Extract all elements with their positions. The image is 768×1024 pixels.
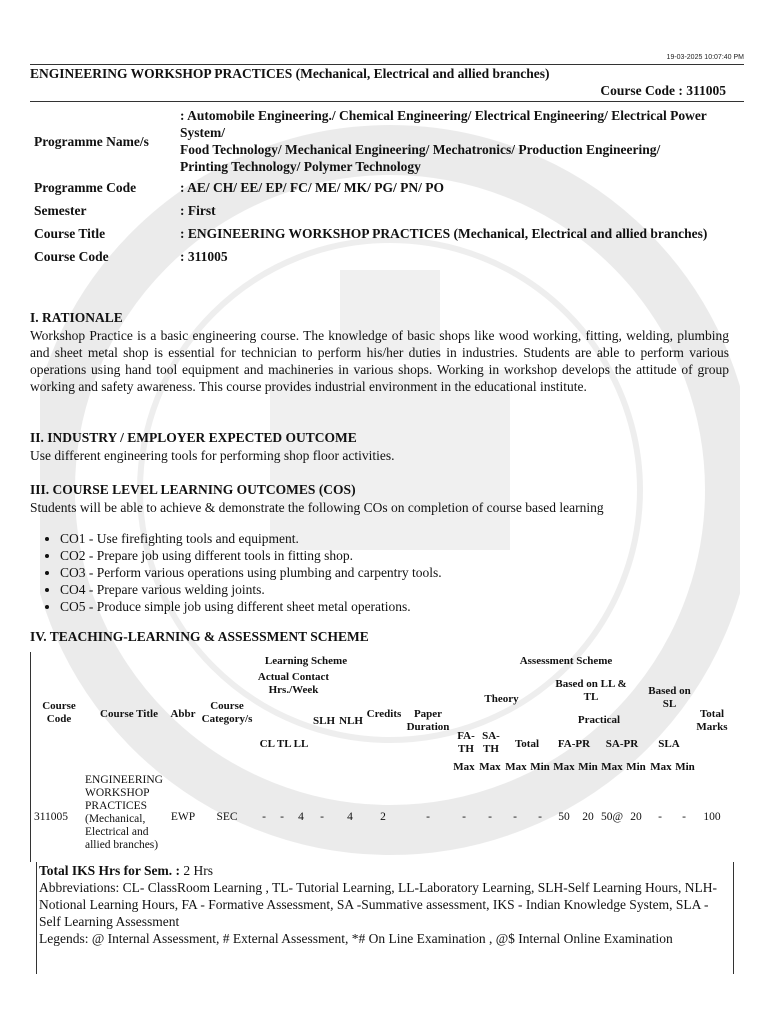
- header-category: Course Category/s: [201, 700, 253, 725]
- header-course-title: Course Title: [100, 708, 158, 720]
- cell-slh: -: [320, 811, 324, 823]
- print-timestamp: 19-03-2025 10:07:40 PM: [666, 54, 744, 61]
- max-min-label: Max: [601, 761, 623, 773]
- header-sla: SLA: [658, 738, 680, 750]
- info-row-semester: [30, 199, 744, 222]
- header-nlh: NLH: [339, 715, 363, 727]
- info-key: Programme Name/s: [34, 133, 149, 149]
- header-fa-pr: FA-PR: [557, 738, 591, 750]
- info-row-programme-code: [30, 176, 744, 199]
- header-sa-pr: SA-PR: [605, 738, 639, 750]
- industry-text: Use different engineering tools for performing shop floor activities.: [30, 448, 395, 463]
- header-cl-tl-ll: CL TL LL: [259, 738, 309, 750]
- info-row-programme-name: [30, 106, 744, 176]
- header-sa-th: SA-TH: [482, 730, 500, 755]
- info-row-course-title: [30, 222, 744, 245]
- header-credits: Credits: [366, 708, 402, 720]
- list-item: • CO4 - Prepare various welding joints.: [60, 581, 442, 598]
- list-item: • CO1 - Use firefighting tools and equipment.: [60, 530, 442, 547]
- cos-list: [30, 530, 442, 615]
- header-theory: Theory: [484, 693, 519, 705]
- max-min-label: Max: [453, 761, 475, 773]
- iks-value: 2 Hrs: [180, 863, 214, 878]
- max-min-label: Min: [626, 761, 646, 773]
- page-title: ENGINEERING WORKSHOP PRACTICES (Mechanical, Electrical and allied branches): [30, 66, 550, 81]
- max-min-label: Min: [675, 761, 695, 773]
- cell-sla-max: -: [658, 811, 662, 823]
- header-total-marks: Total Marks: [696, 708, 728, 733]
- course-info-table: [30, 106, 744, 268]
- header-course-code: Course Code : 311005: [600, 83, 726, 98]
- cos-heading: III. COURSE LEVEL LEARNING OUTCOMES (COS): [30, 482, 356, 497]
- iks-label: Total IKS Hrs for Sem. :: [39, 863, 181, 878]
- cell-total-min: -: [538, 811, 542, 823]
- max-min-label: Max: [553, 761, 575, 773]
- info-value: : AE/ CH/ EE/ EP/ FC/ ME/ MK/ PG/ PN/ PO: [180, 180, 444, 195]
- max-min-label: Max: [505, 761, 527, 773]
- header-slh: SLH: [312, 715, 335, 727]
- cell-course-code: 311005: [33, 811, 69, 823]
- info-value: : First: [180, 203, 216, 218]
- header-fa-th: FA-TH: [457, 730, 475, 755]
- list-item: • CO5 - Produce simple job using different sheet metal operations.: [60, 598, 442, 615]
- cell-paper-duration: -: [426, 811, 430, 823]
- rationale-heading: I. RATIONALE: [30, 310, 123, 325]
- abbreviations-text: Abbreviations: CL- ClassRoom Learning , TL- Tutorial Learning, LL-Laboratory Learning, SLH-Self Learning Hours, NLH-Notional Learning Hours, FA - Formative Assessment, SA -Summative assessment, IKS - Indian Knowledge System, SLA - Self Learning Assessment: [39, 880, 717, 929]
- max-min-label: Min: [578, 761, 598, 773]
- cell-total-marks: 100: [703, 811, 721, 823]
- cell-total-max: -: [513, 811, 517, 823]
- cell-cl: -: [262, 811, 266, 823]
- cell-category: SEC: [216, 811, 238, 823]
- info-value: : 311005: [180, 249, 228, 264]
- cell-nlh: 4: [347, 811, 353, 823]
- cell-course-title: ENGINEERING WORKSHOP PRACTICES (Mechanical, Electrical and allied branches): [85, 774, 163, 851]
- info-key: Course Code: [34, 249, 109, 264]
- info-value: : ENGINEERING WORKSHOP PRACTICES (Mechanical, Electrical and allied branches): [180, 226, 708, 241]
- header-total: Total: [514, 738, 540, 750]
- max-min-label: Min: [530, 761, 550, 773]
- header-contact-hours: Actual Contact Hrs./Week: [257, 671, 330, 696]
- list-item: • CO2 - Prepare job using different tools in fitting shop.: [60, 547, 442, 564]
- cell-ll: 4: [298, 811, 304, 823]
- info-value: [177, 106, 744, 176]
- cell-fa-pr-max: 50: [558, 811, 570, 823]
- cell-sla-min: -: [682, 811, 686, 823]
- header-course-code: Course Code: [42, 700, 76, 725]
- scheme-table: [30, 652, 731, 862]
- header-based-sl: Based on SL: [648, 685, 691, 710]
- divider: [30, 101, 744, 102]
- cell-tl: -: [280, 811, 284, 823]
- cell-credits: 2: [380, 811, 386, 823]
- cell-fa-th-max: -: [462, 811, 466, 823]
- info-key: Semester: [34, 203, 87, 218]
- cell-sa-th-max: -: [488, 811, 492, 823]
- header-paper-duration: Paper Duration: [406, 708, 450, 733]
- scheme-notes: [36, 862, 734, 974]
- rationale-text: Workshop Practice is a basic engineering course. The knowledge of basic shops like wood working, fitting, welding, plumbing and sheet metal shop is essential for technician to perform his/her duties in industries. Students are able to perform various operations using hand tool equipment and machineries in various shops. Working in workshop develops the attitude of group working and safety awareness. This course provides industrial environment in the educational institute.: [30, 328, 729, 394]
- industry-heading: II. INDUSTRY / EMPLOYER EXPECTED OUTCOME: [30, 430, 357, 445]
- cell-abbr: EWP: [170, 811, 196, 823]
- info-key: Programme Code: [34, 180, 137, 195]
- cell-sa-pr-max: 50@: [600, 811, 624, 823]
- cell-fa-pr-min: 20: [582, 811, 594, 823]
- info-row-course-code: [30, 245, 744, 268]
- cos-intro: Students will be able to achieve & demonstrate the following COs on completion of course based learning: [30, 500, 604, 515]
- header-practical: Practical: [577, 714, 621, 726]
- header-abbr: Abbr: [170, 708, 196, 720]
- scheme-heading: IV. TEACHING-LEARNING & ASSESSMENT SCHEME: [30, 629, 369, 644]
- cell-sa-pr-min: 20: [630, 811, 642, 823]
- divider: [30, 64, 744, 65]
- max-min-label: Max: [479, 761, 501, 773]
- legends-text: Legends: @ Internal Assessment, # External Assessment, *# On Line Examination , @$ Internal Online Examination: [39, 931, 673, 946]
- programme-names-text: : Automobile Engineering./ Chemical Engineering/ Electrical Engineering/ Electrical Power System/ Food Technology/ Mechanical Engineering/ Mechatronics/ Production Engineering/ Printing Technology/ Polymer Technology: [180, 108, 707, 174]
- iks-hours: [39, 862, 733, 879]
- header-learning-scheme: Learning Scheme: [264, 655, 348, 667]
- info-key: Course Title: [34, 226, 106, 241]
- header-assessment-scheme: Assessment Scheme: [519, 655, 613, 667]
- list-item: • CO3 - Perform various operations using plumbing and carpentry tools.: [60, 564, 442, 581]
- header-based-ll-tl: Based on LL & TL: [555, 678, 627, 703]
- max-min-label: Max: [650, 761, 672, 773]
